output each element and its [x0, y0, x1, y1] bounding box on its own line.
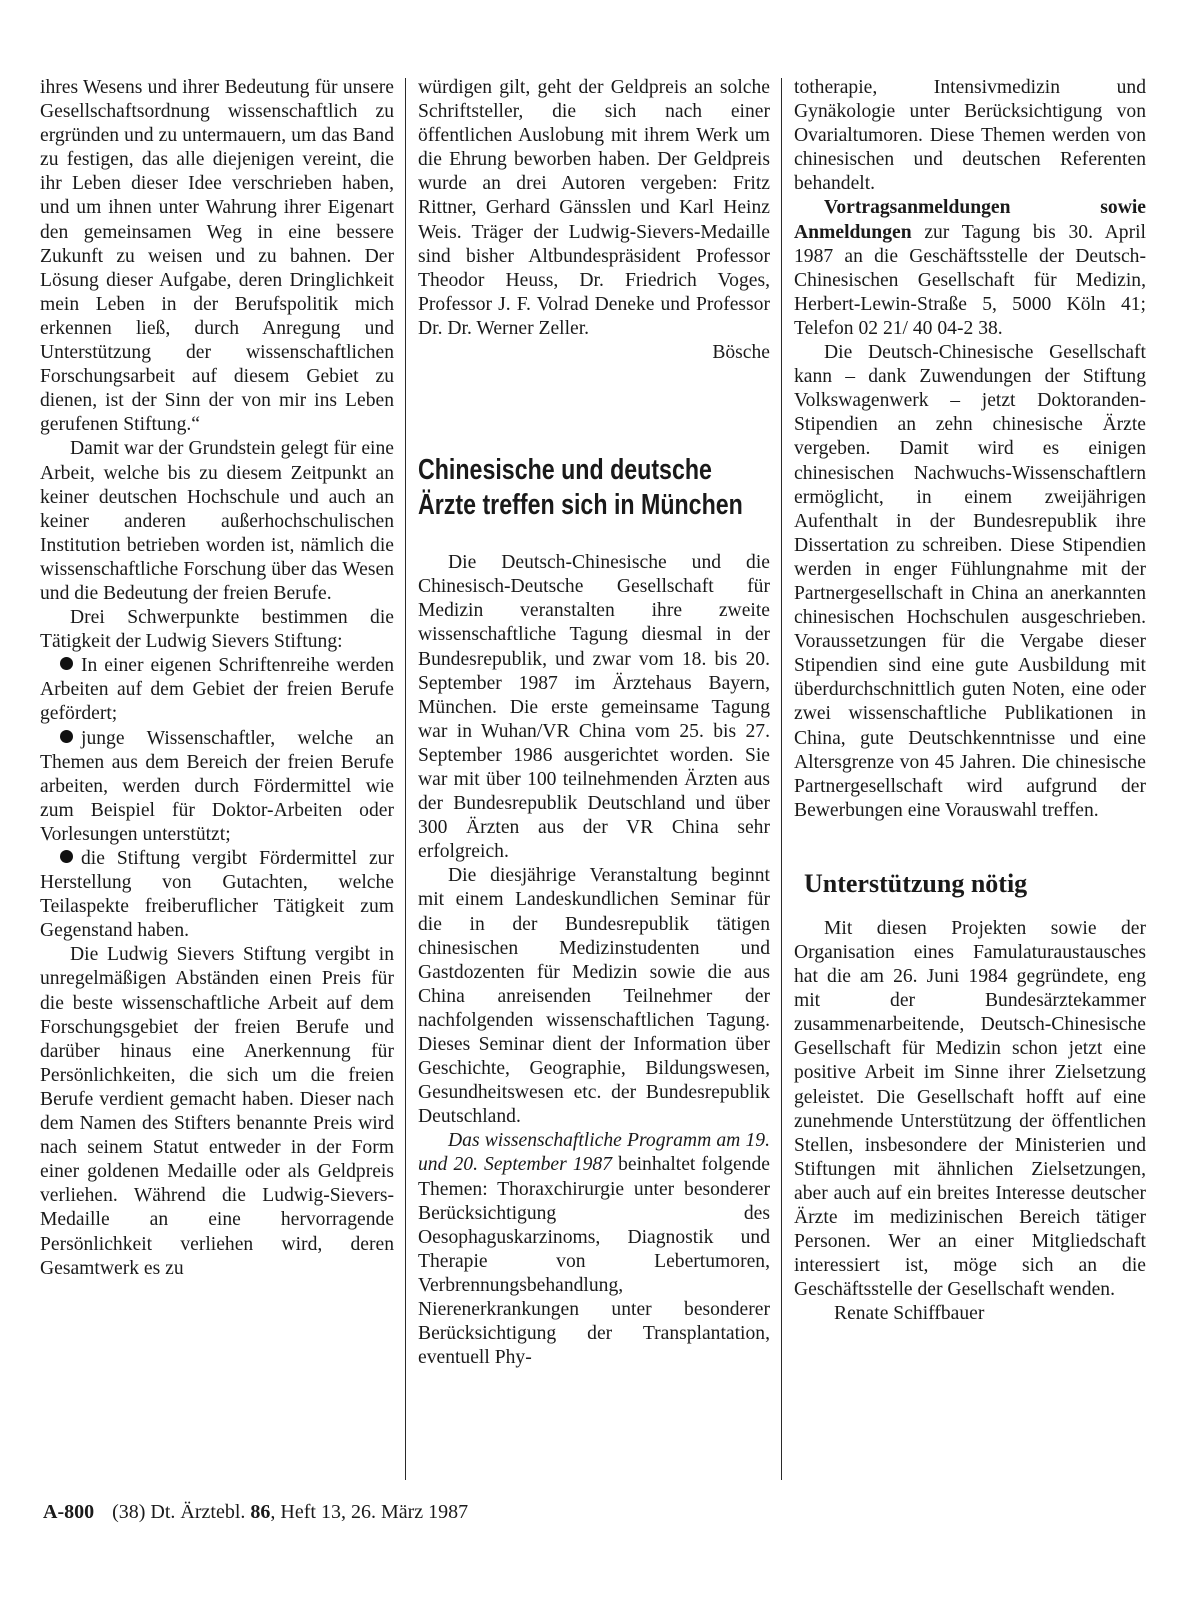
bullet-item [40, 847, 394, 943]
bullet-text: junge Wissenschaftler, welche an Themen aus dem Bereich der freien Berufe arbeiten, werden durch Fördermittel wie zum Beispiel für Doktor-Arbeiten oder Vorlesungen unterstützt; [40, 727, 394, 845]
paragraph: totherapie, Intensivmedizin und Gynäkologie unter Berücksichtigung von Ovarialtumoren. Diese Themen werden von chinesischen und deutschen Referenten behandelt. [794, 77, 1146, 195]
citation: (38) Dt. Ärztebl. [112, 1501, 246, 1523]
section-heading: Unterstützung nötig [804, 868, 1028, 898]
paragraph: Die diesjährige Veranstaltung beginnt mit einem Landeskundlichen Seminar für die in der Bundesrepublik tätigen chinesischen Medizinstudenten und Gastdozenten für Medizin sowie die aus China anreisenden Teilnehmer der nachfolgenden wissenschaftlichen Tagung. Dieses Seminar dient der Information über Geschichte, Geographie, Bildungswesen, Gesundheitswesen etc. der Bundesrepublik Deutschland. [418, 865, 770, 1128]
column-1 [40, 76, 394, 1281]
paragraph [794, 196, 1146, 341]
article-heading: Chinesische und deutsche Ärzte treffen sich in München [418, 454, 743, 522]
bullet-icon [60, 657, 73, 670]
paragraph: Damit war der Grundstein gelegt für eine Arbeit, welche bis zu diesem Zeitpunkt an keiner deutschen Hochschule und auch an keiner anderen außerhochschulischen Institution betrieben worden ist, nämlich die wissenschaftliche Forschung über das Wesen und die Bedeutung der freien Berufe. [40, 438, 394, 604]
bold-text: Vortragsanmeldungen sowie Anmeldungen [794, 197, 1146, 243]
bullet-text: In einer eigenen Schriftenreihe werden Arbeiten auf dem Gebiet der freien Berufe gefördert; [40, 655, 394, 725]
column-2 [418, 76, 770, 1370]
paragraph-text: beinhaltet folgende Themen: Thoraxchirurgie unter besonderer Berücksichtigung des Oesophaguskarzinoms, Diagnostik und Therapie von Lebertumoren, Verbrennungsbehandlung, Nierenerkrankungen unter besonderer Berücksichtigung der Transplantation, eventuell Phy- [418, 1154, 771, 1369]
paragraph: Die Deutsch-Chinesische und die Chinesisch-Deutsche Gesellschaft für Medizin veranstalten ihre zweite wissenschaftliche Tagung diesmal in der Bundesrepublik, und zwar vom 18. bis 20. September 1987 im Ärztehaus Bayern, München. Die erste gemeinsame Tagung war in Wuhan/VR China vom 25. bis 27. September 1986 ausgerichtet worden. Sie war mit über 100 teilnehmenden Ärzten aus der Bundesrepublik Deutschland und über 300 Ärzten aus der VR China sehr erfolgreich. [418, 552, 770, 863]
bullet-text: die Stiftung vergibt Fördermittel zur Herstellung von Gutachten, welche Teilaspekte freiberuflicher Tätigkeit zum Gegenstand haben. [40, 848, 394, 942]
paragraph: würdigen gilt, geht der Geldpreis an solche Schriftsteller, die sich nach einer öffentlichen Auslobung mit ihrem Werk um die Ehrung beworben haben. Der Geldpreis wurde an drei Autoren vergeben: Fritz Rittner, Gerhard Gänsslen und Karl Heinz Weis. Träger der Ludwig-Sievers-Medaille sind bisher Altbundespräsident Professor Theodor Heuss, Dr. Friedrich Voges, Professor J. F. Volrad Deneke und Professor Dr. Dr. Werner Zeller. [418, 77, 770, 339]
page-footer [43, 1500, 468, 1524]
paragraph: Mit diesen Projekten sowie der Organisation eines Famulaturaustausches hat die am 26. Juni 1984 gegründete, eng mit der Bundesärztekammer zusammenarbeitende, Deutsch-Chinesische Gesellschaft für Medizin schon jetzt eine positive Arbeit im Sinne ihrer Zielsetzung geleistet. Die Gesellschaft hofft auf eine zunehmende Unterstützung der öffentlichen Stellen, insbesondere der Ministerien und Stiftungen mit ähnlichen Zielsetzungen, aber auch auf ein breites Interesse deutscher Ärzte im medizinischen Bereich tätiger Personen. Wer an einer Mitgliedschaft interessiert ist, möge sich an die Geschäftsstelle der Gesellschaft wenden. [794, 917, 1146, 1301]
bullet-item [40, 654, 394, 726]
paragraph-text: zur Tagung bis 30. April 1987 an die Geschäftsstelle der Deutsch-Chinesischen Gesellschaft für Medizin, Herbert-Lewin-Straße 5, 5000 Köln 41; Telefon 02 21/ 40 04-2 38. [794, 221, 1146, 339]
author-name: Renate Schiffbauer [834, 1303, 985, 1325]
paragraph: ihres Wesens und ihrer Bedeutung für unsere Gesellschaftsordnung wissenschaftlich zu ergründen und zu untermauern, um das Band zu festigen, das alle diejenigen vereint, die ihr Leben dieser Idee verschrieben haben, und um ihnen unter Wahrung ihrer Eigenart den gemeinsamen Weg in eine bessere Zukunft zu weisen und zu bahnen. Der Lösung dieser Aufgabe, deren Dringlichkeit mein Leben in der Berufspolitik mich erkennen ließ, durch Anregung und Unterstützung der wissenschaftlichen Forschungsarbeit auf diesem Gebiet zu dienen, ist der Sinn der von mir ins Leben gerufenen Stiftung.“ [40, 77, 394, 436]
paragraph: Die Deutsch-Chinesische Gesellschaft kann – dank Zuwendungen der Stiftung Volkswagenwerk – jetzt Doktoranden-Stipendien an zehn chinesische Ärzte vergeben. Damit wird es einigen chinesischen Nachwuchs-Wissenschaftlern ermöglicht, in einem zweijährigen Aufenthalt in der Bundesrepublik ihre Dissertation zu schreiben. Diese Stipendien werden in enger Fühlungnahme mit der Partnergesellschaft in China an anerkannten chinesischen Hochschulen ausgeschrieben. Voraussetzungen für die Vergabe dieser Stipendien sind eine gute Ausbildung mit überdurchschnittlich guten Noten, eine oder zwei wissenschaftliche Publikationen in China, gute Deutschkenntnisse und eine Altersgrenze von 45 Jahren. Die chinesische Partnergesellschaft wird aufgrund der Bewerbungen eine Vorauswahl treffen. [794, 342, 1146, 821]
column-3 [794, 76, 1146, 1327]
bullet-icon [60, 730, 73, 743]
issue-info: , Heft 13, 26. März 1987 [270, 1501, 469, 1523]
column-divider [781, 78, 782, 1480]
paragraph: Die Ludwig Sievers Stiftung vergibt in unregelmäßigen Abständen einen Preis für die beste wissenschaftliche Arbeit auf dem Forschungsgebiet der freien Berufe und darüber hinaus eine Anerkennung für Persönlichkeiten, die sich um die freien Berufe verdient gemacht haben. Dieser nach dem Namen des Stifters benannte Preis wird nach seinem Statut entweder in der Form einer goldenen Medaille oder als Geldpreis verliehen. Während die Ludwig-Sievers-Medaille an eine hervorragende Persönlichkeit verliehen wird, deren Gesamtwerk es zu [40, 944, 394, 1279]
paragraph [418, 1129, 770, 1370]
signature: Bösche [712, 342, 770, 364]
italic-text: Das wissenschaftliche Programm am 19. und 20. September 1987 [418, 1130, 770, 1176]
bullet-item [40, 727, 394, 847]
bullet-icon [60, 850, 73, 863]
column-divider [405, 78, 406, 1480]
volume-number: 86 [250, 1501, 271, 1523]
paragraph: Drei Schwerpunkte bestimmen die Tätigkeit der Ludwig Sievers Stiftung: [40, 607, 394, 653]
page-number: A-800 [43, 1501, 95, 1523]
